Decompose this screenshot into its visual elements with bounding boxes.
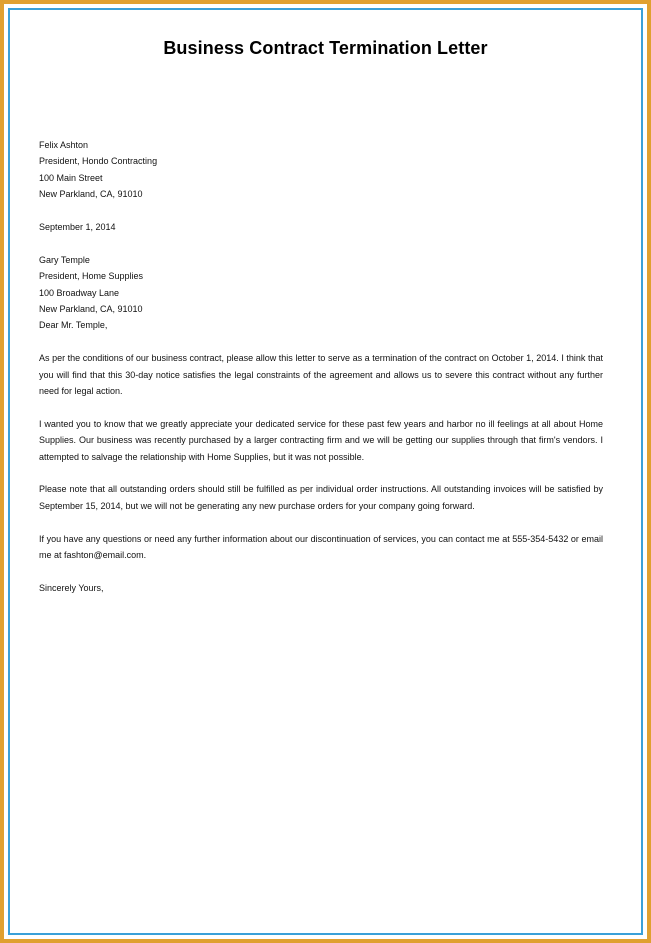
sender-street: 100 Main Street: [39, 172, 103, 183]
closing-text: Sincerely Yours,: [39, 582, 104, 593]
recipient-city: New Parkland, CA, 91010: [39, 304, 143, 315]
closing: [39, 580, 603, 596]
recipient-name: Gary Temple: [39, 254, 90, 265]
paragraph-contact: If you have any questions or need any further information about our discontinuation of services, you can contact me at 555-354-5432 or email me at fashton@email.com.: [39, 533, 603, 561]
date-text: September 1, 2014: [39, 222, 116, 233]
recipient-position: President, Home Supplies: [39, 271, 144, 282]
paragraph-termination: As per the conditions of our business contract, please allow this letter to serve as a termination of the contract on October 1, 2014. I think that you will find that this 30-day notice satisfies the legal constraints of the agreement and allows us to severe this contract without any further need for legal action.: [39, 353, 603, 397]
sender-address: [39, 137, 603, 203]
sender-name: Felix Ashton: [39, 140, 89, 150]
letter-date: [39, 219, 603, 235]
salutation: Dear Mr. Temple,: [39, 320, 108, 331]
page-title: Business Contract Termination Letter: [163, 38, 488, 58]
paragraph-appreciation: I wanted you to know that we greatly appreciate your dedicated service for these past few years and harbor no ill feelings at all about Home Supplies. Our business was recently purchased by a larger contracting firm and we will be getting our supplies through that firm's vendors. I attempted to salvage the relationship with Home Supplies, but it was not possible.: [39, 418, 603, 462]
letter-body: [39, 137, 603, 613]
recipient-street: 100 Broadway Lane: [39, 287, 120, 298]
paragraph-outstanding-orders: Please note that all outstanding orders should still be fulfilled as per individual order instructions. All outstanding invoices will be satisfied by September 15, 2014, but we will not be generating any new purchase orders for your company going forward.: [39, 484, 603, 511]
sender-city: New Parkland, CA, 91010: [39, 189, 143, 200]
recipient-address: [39, 252, 603, 334]
sender-position: President, Hondo Contracting: [39, 156, 158, 167]
